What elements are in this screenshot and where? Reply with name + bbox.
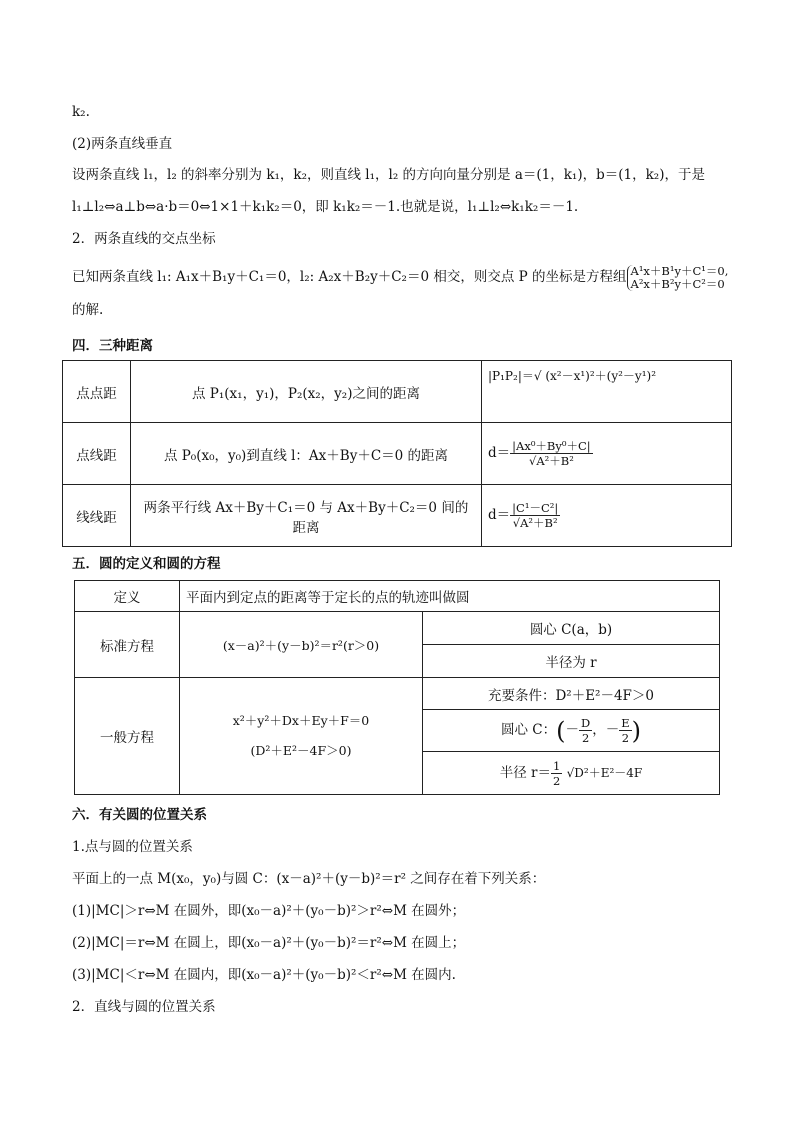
std-equation: (x－a)²＋(y－b)²＝r²(r＞0) xyxy=(180,612,423,678)
intersection-heading: 2．两条直线的交点坐标 xyxy=(72,231,216,247)
section-6-title: 六．有关圆的位置关系 xyxy=(72,807,207,823)
k2-fragment: k₂. xyxy=(72,104,90,120)
point-circle-intro: 平面上的一点 M(x₀，y₀)与圆 C：(x－a)²＋(y－b)²＝r² 之间存在着下列关系： xyxy=(72,871,546,887)
fraction xyxy=(551,759,562,788)
fraction-numerator: |Ax⁰＋By⁰＋C| xyxy=(512,439,591,453)
relation-on: (2)|MC|＝r⇔M 在圆上，即(x₀－a)²＋(y₀－b)²＝r²⇔M 在圆上； xyxy=(72,935,466,951)
open-paren: ( xyxy=(556,716,566,745)
circle-table xyxy=(74,580,720,795)
relation-inside: (3)|MC|＜r⇔M 在圆内，即(x₀－a)²＋(y₀－b)²＜r²⇔M 在圆内. xyxy=(72,967,456,983)
dist-formula xyxy=(482,423,732,485)
fraction-numerator: 1 xyxy=(553,758,561,773)
fraction-numerator: E xyxy=(621,716,630,730)
fraction-denominator: √A²＋B² xyxy=(529,454,574,468)
section-4-title: 四．三种距离 xyxy=(72,338,153,354)
table-row xyxy=(63,423,732,485)
def-label: 定义 xyxy=(75,581,180,612)
table-row xyxy=(75,581,720,612)
formula-lhs: d＝ xyxy=(488,507,511,523)
dist-name: 点线距 xyxy=(63,423,131,485)
fraction-denominator: 2 xyxy=(581,731,590,745)
perpendicular-heading: (2)两条直线垂直 xyxy=(72,136,173,152)
fraction-numerator: D xyxy=(580,716,591,730)
table-row xyxy=(63,485,732,547)
std-label: 标准方程 xyxy=(75,612,180,678)
dist-formula: |P₁P₂|＝√ (x²－x¹)²＋(y²－y¹)² xyxy=(482,361,732,423)
gen-equation-line-2: (D²＋E²－4F＞0) xyxy=(250,743,352,758)
center-lhs: 圆心 C： xyxy=(500,722,557,738)
dist-desc: 点 P₁(x₁，y₁)，P₂(x₂，y₂)之间的距离 xyxy=(131,361,482,423)
fraction-denominator: 2 xyxy=(553,773,561,788)
gen-equation xyxy=(180,678,423,795)
gen-condition: 充要条件：D²＋E²－4F＞0 xyxy=(423,678,720,710)
intersection-end: 的解. xyxy=(72,302,104,318)
formula-lhs: d＝ xyxy=(488,445,511,461)
std-radius: 半径为 r xyxy=(423,645,720,678)
dist-name: 线线距 xyxy=(63,485,131,547)
radius-sqrt: √D²＋E²－4F xyxy=(566,765,643,780)
table-row xyxy=(63,361,732,423)
system-row-2: A²x＋B²y＋C²＝0 xyxy=(630,276,725,291)
section-5-title: 五．圆的定义和圆的方程 xyxy=(72,556,221,572)
def-text: 平面内到定点的距离等于定长的点的轨迹叫做圆 xyxy=(180,581,720,612)
fraction-denominator: 2 xyxy=(621,731,630,745)
dist-desc: 点 P₀(x₀，y₀)到直线 l：Ax＋By＋C＝0 的距离 xyxy=(131,423,482,485)
fraction xyxy=(619,716,631,745)
line-circle-heading: 2．直线与圆的位置关系 xyxy=(72,999,216,1015)
intersection-text xyxy=(72,262,728,292)
close-paren: ) xyxy=(631,716,641,745)
table-row xyxy=(75,678,720,710)
dist-name: 点点距 xyxy=(63,361,131,423)
gen-equation-line-1: x²＋y²＋Dx＋Ey＋F＝0 xyxy=(232,713,370,728)
fraction xyxy=(579,716,592,745)
perpendicular-text-1: 设两条直线 l₁，l₂ 的斜率分别为 k₁，k₂，则直线 l₁，l₂ 的方向向量分别是 a＝(1，k₁)，b＝(1，k₂)，于是 xyxy=(72,167,705,183)
perpendicular-text-2: l₁⊥l₂⇔a⊥b⇔a·b＝0⇔1×1＋k₁k₂＝0，即 k₁k₂＝－1.也就是说，l₁⊥l₂⇔k₁k₂＝－1. xyxy=(72,199,579,215)
distance-table xyxy=(62,360,732,547)
std-center: 圆心 C(a，b) xyxy=(423,612,720,645)
fraction-numerator: |C¹－C²| xyxy=(512,501,559,515)
fraction-denominator: √A²＋B² xyxy=(512,516,558,530)
gen-label: 一般方程 xyxy=(75,678,180,795)
gen-radius xyxy=(423,752,720,795)
point-circle-heading: 1.点与圆的位置关系 xyxy=(72,839,193,855)
table-row xyxy=(75,612,720,645)
relation-outside: (1)|MC|＞r⇔M 在圆外，即(x₀－a)²＋(y₀－b)²＞r²⇔M 在圆外； xyxy=(72,903,466,919)
gen-center: 圆心 C：(－ $\frac{D}{2}$ ，－ $\frac{E}{2}$ ) xyxy=(423,710,720,752)
dist-desc: 两条平行线 Ax＋By＋C₁＝0 与 Ax＋By＋C₂＝0 间的距离 xyxy=(131,485,482,547)
radius-lhs: 半径 r＝ xyxy=(499,764,551,781)
equation-system xyxy=(627,265,729,291)
fraction xyxy=(510,439,593,468)
fraction xyxy=(510,501,560,530)
dist-formula xyxy=(482,485,732,547)
intersection-sentence: 已知两条直线 l₁: A₁x＋B₁y＋C₁＝0，l₂: A₂x＋B₂y＋C₂＝0 相交，则交点 P 的坐标是方程组 xyxy=(72,269,627,285)
system-row-1: A¹x＋B¹y＋C¹＝0, xyxy=(630,263,729,278)
